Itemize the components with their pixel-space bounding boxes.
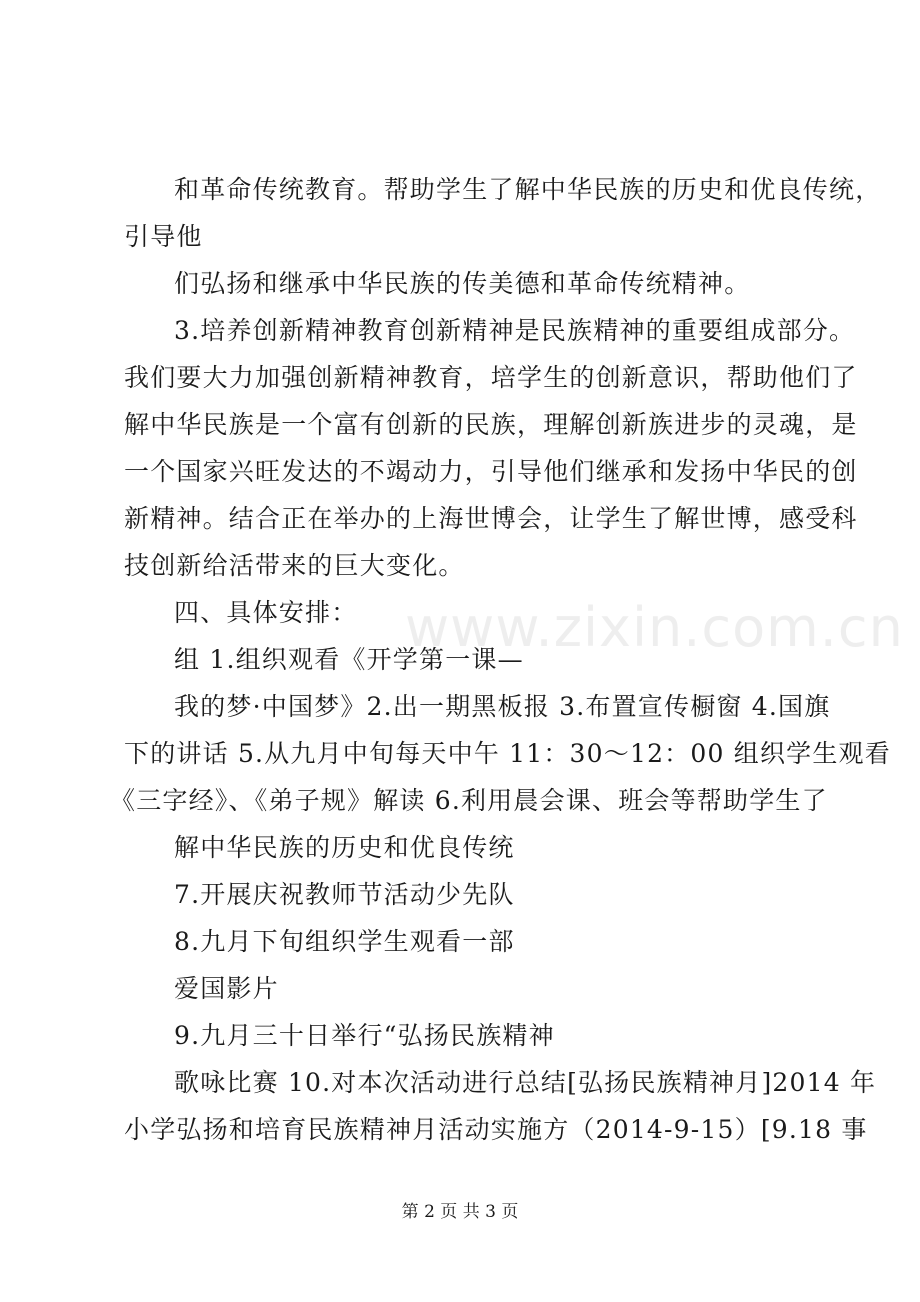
section-heading: 四、具体安排： bbox=[174, 598, 358, 627]
body-line: 《三字经》、《弟子规》解读 6.利用晨会课、班会等帮助学生了 bbox=[110, 786, 828, 815]
body-line: 引导他 bbox=[124, 222, 203, 251]
body-line: 技创新给活带来的巨大变化。 bbox=[124, 551, 465, 580]
body-line: 7.开展庆祝教师节活动少先队 bbox=[174, 880, 515, 909]
body-line: 下的讲话 5.从九月中旬每天中午 11：30～12：00 组织学生观看 bbox=[124, 739, 891, 768]
body-line: 组 1.组织观看《开学第一课— bbox=[174, 645, 524, 674]
watermark: www.zixin.com.cn bbox=[405, 596, 904, 659]
body-line: 解中华民族是一个富有创新的民族，理解创新族进步的灵魂，是 bbox=[124, 410, 858, 439]
body-line: 8.九月下旬组织学生观看一部 bbox=[174, 927, 515, 956]
body-line: 新精神。结合正在举办的上海世博会，让学生了解世博，感受科 bbox=[124, 504, 858, 533]
page-footer: 第 2 页 共 3 页 bbox=[401, 1202, 519, 1222]
body-line: 和革命传统教育。帮助学生了解中华民族的历史和优良传统， bbox=[174, 175, 882, 204]
body-line: 们弘扬和继承中华民族的传美德和革命传统精神。 bbox=[174, 269, 751, 298]
body-line: 解中华民族的历史和优良传统 bbox=[174, 833, 515, 862]
body-line: 小学弘扬和培育民族精神月活动实施方（2014-9-15）[9.18 事 bbox=[124, 1115, 868, 1144]
body-line: 我们要大力加强创新精神教育，培学生的创新意识，帮助他们了 bbox=[124, 363, 858, 392]
body-line: 我的梦·中国梦》2.出一期黑板报 3.布置宣传橱窗 4.国旗 bbox=[174, 692, 831, 721]
body-line: 一个国家兴旺发达的不竭动力，引导他们继承和发扬中华民的创 bbox=[124, 457, 858, 486]
body-line: 9.九月三十日举行“弘扬民族精神 bbox=[174, 1021, 555, 1050]
body-line: 歌咏比赛 10.对本次活动进行总结[弘扬民族精神月]2014 年 bbox=[174, 1068, 877, 1097]
body-line: 3.培养创新精神教育创新精神是民族精神的重要组成部分。 bbox=[174, 316, 856, 345]
body-line: 爱国影片 bbox=[174, 974, 279, 1003]
